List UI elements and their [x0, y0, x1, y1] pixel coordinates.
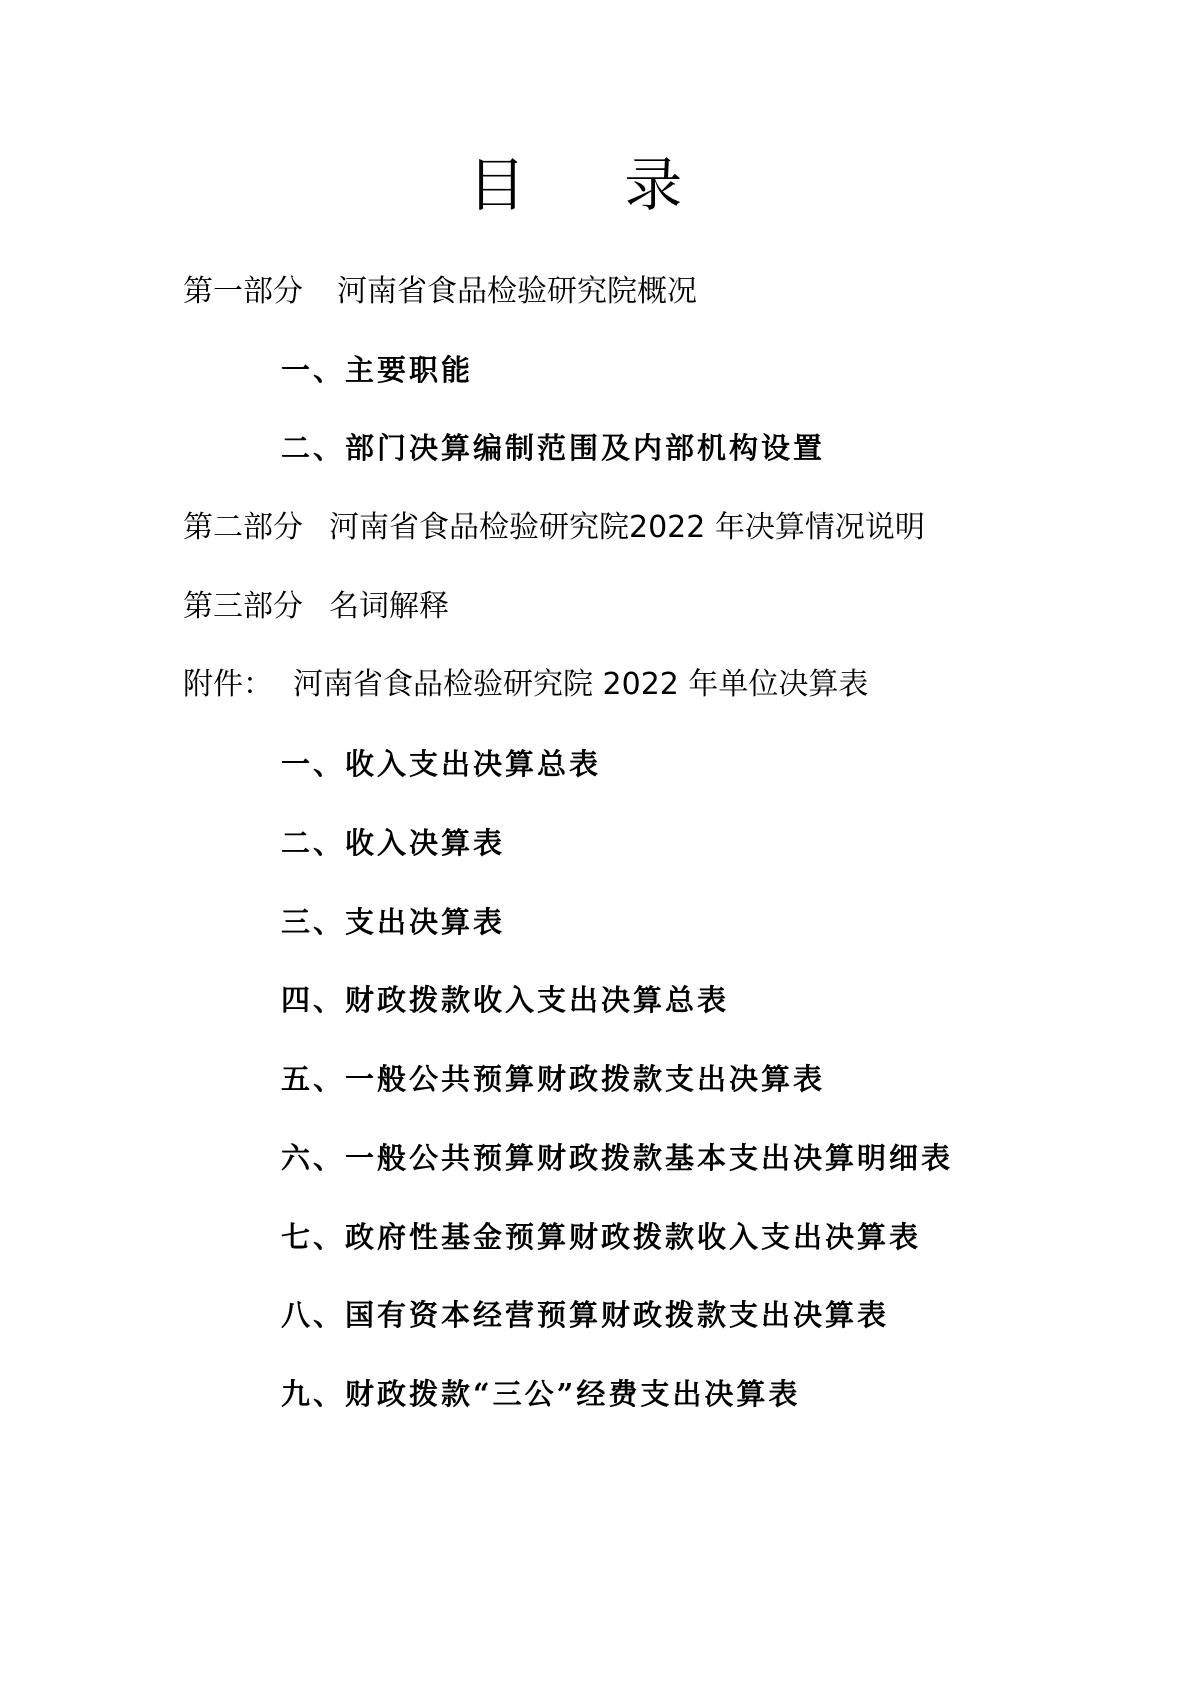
toc-table-3: 三、支出决算表 [281, 905, 506, 939]
toc-part-2 [183, 508, 925, 548]
toc-attachment-label: 附件： [183, 667, 273, 702]
toc-part-1-item-1: 一、主要职能 [281, 353, 474, 387]
toc-table-7: 七、政府性基金预算财政拨款收入支出决算表 [281, 1220, 922, 1254]
toc-table-2: 二、收入决算表 [281, 826, 506, 860]
toc-part-3 [183, 587, 449, 627]
toc-table-4: 四、财政拨款收入支出决算总表 [281, 983, 730, 1017]
page-title: 目 录 [467, 151, 723, 219]
toc-table-8: 八、国有资本经营预算财政拨款支出决算表 [281, 1298, 890, 1332]
toc-part-1 [183, 272, 697, 312]
toc-table-6: 六、一般公共预算财政拨款基本支出决算明细表 [281, 1141, 954, 1175]
toc-table-1: 一、收入支出决算总表 [281, 747, 602, 781]
toc-part-3-label: 第三部分 [183, 589, 303, 624]
toc-table-9: 九、财政拨款“三公”经费支出决算表 [281, 1377, 801, 1411]
toc-part-1-text: 河南省食品检验研究院概况 [337, 274, 697, 309]
toc-attachment [183, 665, 868, 705]
toc-part-1-item-2: 二、部门决算编制范围及内部机构设置 [281, 431, 826, 465]
toc-part-1-label: 第一部分 [183, 274, 303, 309]
toc-attachment-text: 河南省食品检验研究院 2022 年单位决算表 [293, 667, 869, 702]
toc-table-5: 五、一般公共预算财政拨款支出决算表 [281, 1062, 826, 1096]
toc-part-2-label: 第二部分 [183, 510, 303, 545]
toc-part-2-text: 河南省食品检验研究院2022 年决算情况说明 [329, 510, 925, 545]
toc-part-3-text: 名词解释 [329, 589, 449, 624]
